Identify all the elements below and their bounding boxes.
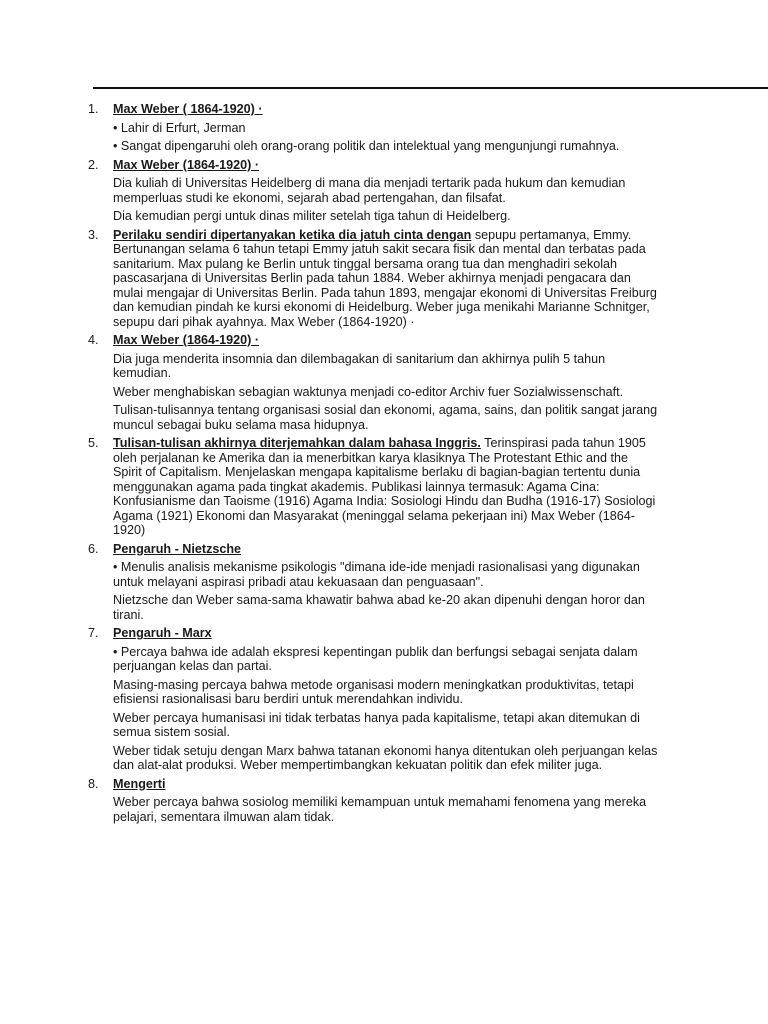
item-paragraph: Weber percaya humanisasi ini tidak terbatas hanya pada kapitalisme, tetapi akan ditemukan di semua sistem sosial. [113, 710, 640, 739]
list-item-7 [0, 626, 660, 773]
item-number: 5. [88, 436, 99, 450]
item-paragraph: Weber menghabiskan sebagian waktunya menjadi co-editor Archiv fuer Sozialwissenschaft. [113, 384, 624, 399]
item-number: 1. [88, 102, 99, 116]
list-item-1 [0, 102, 660, 154]
item-paragraph [113, 436, 660, 538]
item-paragraph: Dia juga menderita insomnia dan dilembagakan di sanitarium dan akhirnya pulih 5 tahun kemudian. [113, 351, 606, 380]
list-item-6 [0, 542, 660, 623]
item-paragraph: • Lahir di Erfurt, Jerman [113, 120, 246, 135]
item-heading: Max Weber ( 1864-1920) · [113, 102, 263, 116]
item-number: 4. [88, 333, 99, 347]
item-heading: Pengaruh - Nietzsche [113, 541, 242, 556]
item-paragraph: • Percaya bahwa ide adalah ekspresi kepentingan publik dan berfungsi sebagai senjata dalam perjuangan kelas dan partai. [113, 644, 638, 673]
list-item-8 [0, 777, 660, 825]
list-item-5 [0, 436, 660, 538]
item-number: 8. [88, 776, 99, 791]
item-paragraph [113, 228, 660, 330]
item-paragraph: Dia kemudian pergi untuk dinas militer setelah tiga tahun di Heidelberg. [113, 209, 511, 223]
list-item-3 [0, 228, 660, 330]
item-inline-text: sepupu pertamanya, Emmy. Bertunangan selama 6 tahun tetapi Emmy jatuh sakit secara fisik dan mental dan terbatas pada sanitarium. Max pulang ke Berlin untuk tinggal bersama orang tua dan menghadiri sekolah pascasarjana di Universitas Berlin pada tahun 1884. Weber akhirnya menjadi pengacara dan mulai mengajar di Universitas Berlin. Pada tahun 1893, mengajar ekonomi di Universitas Freiburg dan kemudian pindah ke kursi ekonomi di Heidelburg. Weber juga menikahi Marianne Schnitger, sepupu dari pihak ayahnya. Max Weber (1864-1920) · [113, 227, 657, 329]
item-heading: Max Weber (1864-1920) · [113, 333, 260, 347]
item-paragraph: Weber percaya bahwa sosiolog memiliki kemampuan untuk memahami fenomena yang mereka pelajari, sementara ilmuwan alam tidak. [113, 795, 647, 824]
item-heading: Mengerti [113, 776, 166, 791]
item-number: 2. [88, 157, 99, 172]
item-number: 6. [88, 541, 99, 556]
item-inline-text: Terinspirasi pada tahun 1905 oleh perjalanan ke Amerika dan ia menerbitkan karya klasiknya The Protestant Ethic and the Spirit of Capitalism. Menjelaskan mengapa kapitalisme berlaku di bagian-bagian tertentu dunia menggunakan agama pada tingkat akademis. Publikasi lainnya termasuk: Agama Cina: Konfusianisme dan Taoisme (1916) Agama India: Sosiologi Hindu dan Budha (1916-17) Sosiologi Agama (1921) Ekonomi dan Masyarakat (meninggal selama pekerjaan ini) Max Weber (1864-1920) [113, 436, 656, 537]
item-number: 7. [88, 626, 99, 640]
item-paragraph: Tulisan-tulisannya tentang organisasi sosial dan ekonomi, agama, sains, dan politik sangat jarang muncul sebagai buku selama masa hidupnya. [113, 403, 658, 432]
item-heading: Perilaku sendiri dipertanyakan ketika dia jatuh cinta dengan [113, 227, 472, 242]
item-number: 3. [88, 227, 99, 242]
item-heading: Pengaruh - Marx [113, 626, 212, 640]
item-paragraph: Dia kuliah di Universitas Heidelberg di mana dia menjadi tertarik pada hukum dan kemudian memperluas studi ke ekonomi, sejarah abad pertengahan, dan filsafat. [113, 176, 626, 205]
item-paragraph: Masing-masing percaya bahwa metode organisasi modern meningkatkan produktivitas, tetapi efisiensi rasionalisasi baru berdiri untuk merendahkan individu. [113, 677, 634, 706]
numbered-list [0, 102, 660, 828]
item-paragraph: Weber tidak setuju dengan Marx bahwa tatanan ekonomi hanya ditentukan oleh perjuangan kelas dan alat-alat produksi. Weber mempertimbangkan kekuatan politik dan efek militer juga. [113, 743, 658, 772]
item-paragraph: • Menulis analisis mekanisme psikologis "dimana ide-ide menjadi rasionalisasi yang digunakan untuk melayani aspirasi pribadi atau kekuasaan dan penguasaan". [113, 560, 640, 589]
item-heading: Max Weber (1864-1920) · [113, 157, 260, 172]
item-paragraph: • Sangat dipengaruhi oleh orang-orang politik dan intelektual yang mengunjungi rumahnya. [113, 139, 620, 153]
item-heading: Tulisan-tulisan akhirnya diterjemahkan dalam bahasa Inggris. [113, 436, 481, 450]
top-horizontal-rule [93, 87, 768, 89]
list-item-4 [0, 333, 660, 432]
item-paragraph: Nietzsche dan Weber sama-sama khawatir bahwa abad ke-20 akan dipenuhi dengan horor dan tirani. [113, 593, 645, 622]
list-item-2 [0, 158, 660, 224]
